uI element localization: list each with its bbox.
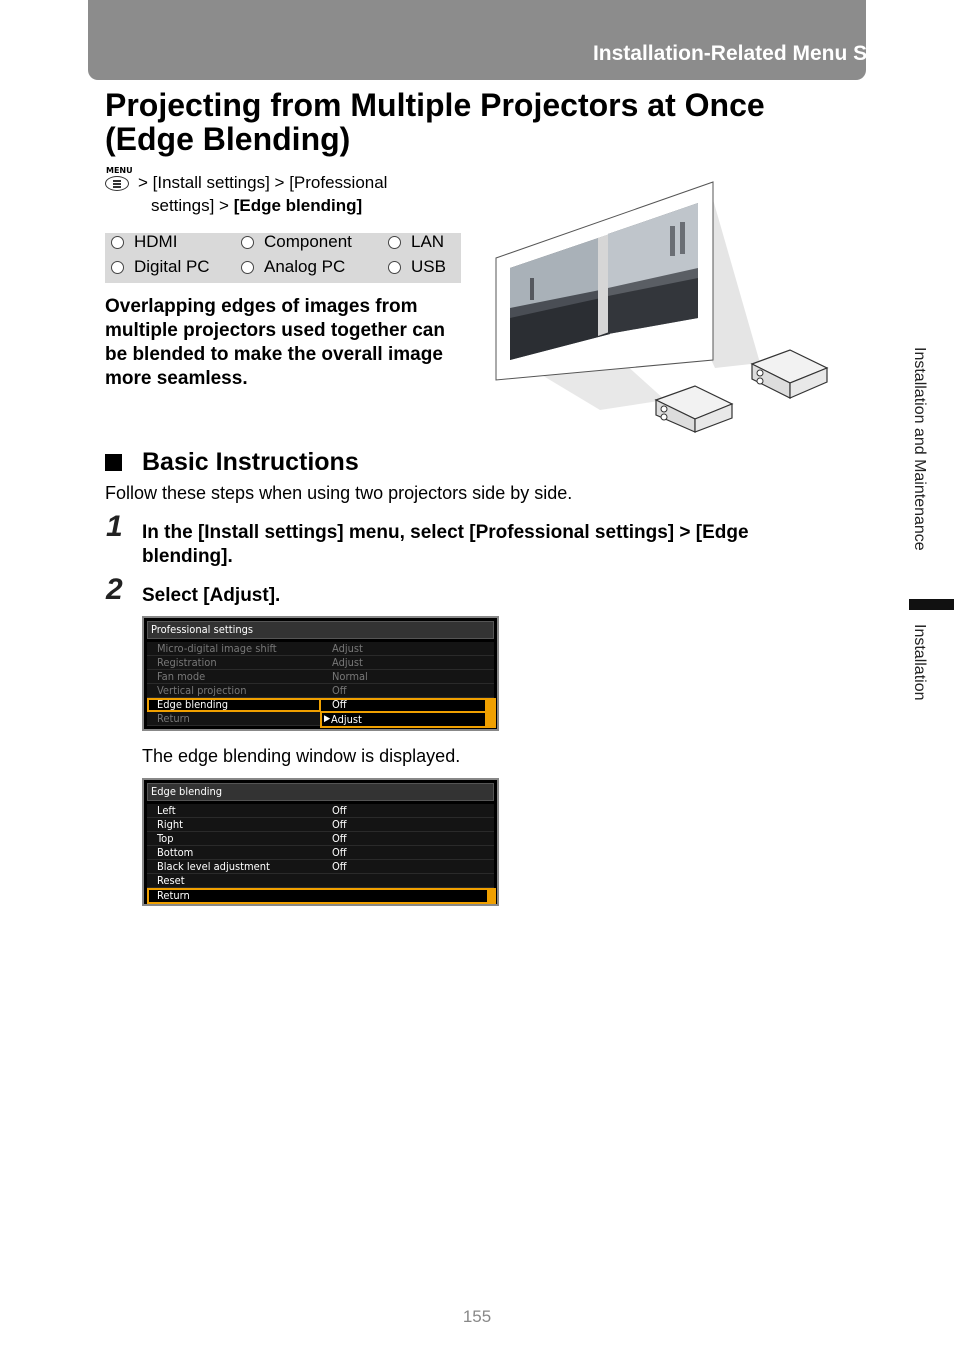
projector-icon: [752, 350, 827, 398]
step-number: 2: [106, 573, 123, 606]
radio-icon: [241, 261, 254, 274]
osd-row: Vertical projection Off: [147, 684, 494, 698]
signal-usb: USB: [388, 255, 446, 279]
signal-digital-pc: Digital PC: [111, 255, 210, 279]
side-tab-marker: [909, 599, 954, 610]
osd-title: Professional settings: [147, 621, 494, 639]
signal-component: Component: [241, 230, 352, 254]
side-chapter-label: Installation and Maintenance: [911, 347, 928, 551]
osd-row: Return: [147, 712, 494, 726]
osd-edge-blending: [142, 778, 499, 906]
osd-professional-settings: [142, 616, 499, 731]
section-lead: Follow these steps when using two projectors side by side.: [105, 483, 573, 503]
signal-analog-pc: Analog PC: [241, 255, 345, 279]
osd-row: Fan mode Normal: [147, 670, 494, 684]
osd-option-adjust[interactable]: ▶ Adjust: [320, 711, 487, 728]
osd-return-selected[interactable]: Return: [147, 888, 494, 904]
caption: The edge blending window is displayed.: [142, 746, 461, 766]
osd-row: Left Off: [147, 804, 494, 818]
triangle-right-icon: ▶: [324, 714, 331, 724]
osd-row: Black level adjustment Off: [147, 860, 494, 874]
osd-row: Registration Adjust: [147, 656, 494, 670]
page-number: 155: [462, 1307, 492, 1326]
header-title: Installation-Related Menu Settings: [592, 42, 936, 65]
signal-lan: LAN: [388, 230, 444, 254]
page-title: Projecting from Multiple Projectors at Once (Edge Blending): [105, 87, 765, 157]
osd-row: Micro-digital image shift Adjust: [147, 642, 494, 656]
menu-icon: [104, 166, 132, 194]
step-text: In the [Install settings] menu, select [Professional settings] > [Edge blending].: [142, 522, 749, 567]
side-section-label: Installation: [911, 624, 928, 701]
step-text: Select [Adjust].: [142, 585, 281, 606]
menu-icon-label: MENU: [106, 166, 133, 175]
section-heading: Basic Instructions: [105, 448, 359, 477]
square-bullet-icon: [105, 454, 122, 471]
osd-row-selected: Edge blending Off: [147, 698, 494, 712]
osd-row: Reset: [147, 874, 494, 888]
header-bar: [88, 0, 866, 80]
osd-row: Top Off: [147, 832, 494, 846]
radio-icon: [388, 261, 401, 274]
osd-title: Edge blending: [147, 783, 494, 801]
radio-icon: [111, 261, 124, 274]
menu-path-line1: > [Install settings] > [Professional: [138, 173, 388, 192]
signal-hdmi: HDMI: [111, 230, 177, 254]
edge-blending-illustration: [490, 178, 835, 438]
step-number: 1: [106, 510, 123, 543]
input-signal-table: [105, 233, 461, 283]
osd-row: Right Off: [147, 818, 494, 832]
radio-icon: [111, 236, 124, 249]
osd-row: Bottom Off: [147, 846, 494, 860]
menu-path-line2: settings] > [Edge blending]: [151, 196, 363, 215]
intro-text: Overlapping edges of images from multiple projectors used together can be blended to make the overall image more seamless.: [105, 296, 445, 389]
menu-path-target: [Edge blending]: [233, 196, 363, 215]
radio-icon: [241, 236, 254, 249]
radio-icon: [388, 236, 401, 249]
projector-icon: [656, 386, 732, 432]
